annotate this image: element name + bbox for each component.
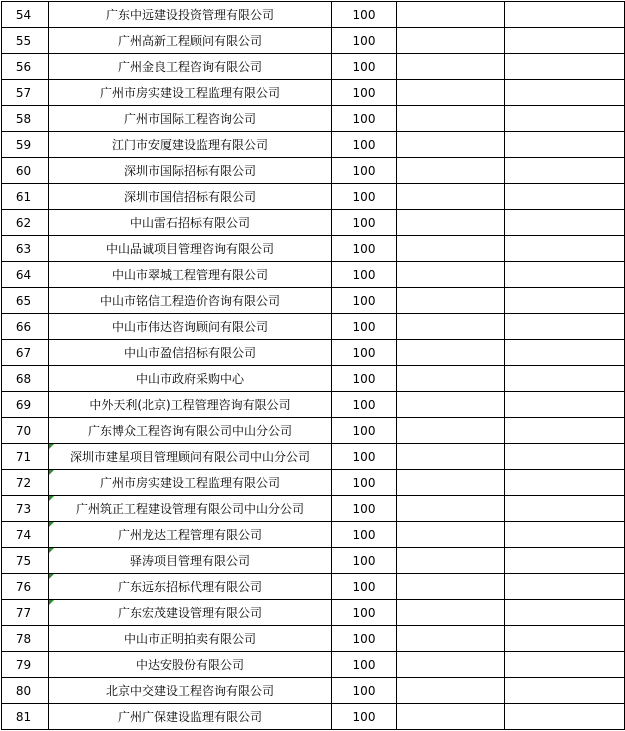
score-value: 100 [352, 7, 376, 22]
company-name: 中山市盈信招标有限公司 [123, 346, 256, 360]
score-cell[interactable] [332, 210, 397, 236]
row-number-cell[interactable] [2, 392, 49, 418]
table-row [2, 366, 625, 392]
company-name-cell[interactable] [49, 600, 332, 626]
score-cell[interactable] [332, 2, 397, 28]
empty-cell[interactable] [397, 80, 505, 106]
row-number: 65 [15, 293, 32, 308]
company-name: 深圳市国信招标有限公司 [123, 190, 256, 204]
row-number: 60 [15, 163, 32, 178]
company-name: 中山雷石招标有限公司 [129, 216, 250, 230]
cell-comment-marker-icon [49, 470, 54, 475]
empty-cell[interactable] [505, 522, 625, 548]
table-row [2, 28, 625, 54]
empty-cell[interactable] [397, 106, 505, 132]
empty-cell[interactable] [397, 340, 505, 366]
empty-cell[interactable] [505, 418, 625, 444]
company-name-cell[interactable] [49, 54, 332, 80]
row-number-cell[interactable] [2, 236, 49, 262]
table-row [2, 210, 625, 236]
company-score-table [1, 1, 625, 730]
company-name-cell[interactable] [49, 392, 332, 418]
cell-comment-marker-icon [49, 522, 54, 527]
empty-cell[interactable] [505, 106, 625, 132]
company-name: 广东博众工程咨询有限公司中山分公司 [87, 424, 292, 438]
company-name-cell[interactable] [49, 210, 332, 236]
score-cell[interactable] [332, 678, 397, 704]
score-value: 100 [352, 371, 376, 386]
empty-cell[interactable] [397, 574, 505, 600]
table-row [2, 184, 625, 210]
score-cell[interactable] [332, 574, 397, 600]
empty-cell[interactable] [397, 392, 505, 418]
empty-cell[interactable] [505, 158, 625, 184]
row-number: 69 [15, 397, 32, 412]
company-name-cell[interactable] [49, 574, 332, 600]
empty-cell[interactable] [505, 574, 625, 600]
row-number-cell[interactable] [2, 366, 49, 392]
table-row [2, 236, 625, 262]
row-number: 63 [15, 241, 32, 256]
score-cell[interactable] [332, 184, 397, 210]
score-cell[interactable] [332, 288, 397, 314]
company-name: 广东远东招标代理有限公司 [117, 580, 262, 594]
empty-cell[interactable] [397, 262, 505, 288]
company-name-cell[interactable] [49, 444, 332, 470]
cell-comment-marker-icon [49, 444, 54, 449]
row-number-cell[interactable] [2, 262, 49, 288]
score-value: 100 [352, 137, 376, 152]
row-number-cell[interactable] [2, 548, 49, 574]
company-name: 广州龙达工程管理有限公司 [117, 528, 262, 542]
empty-cell[interactable] [397, 314, 505, 340]
empty-cell[interactable] [397, 158, 505, 184]
empty-cell[interactable] [505, 548, 625, 574]
empty-cell[interactable] [505, 600, 625, 626]
company-name-cell[interactable] [49, 704, 332, 730]
table-row [2, 626, 625, 652]
company-name: 广东宏茂建设管理有限公司 [117, 606, 262, 620]
score-value: 100 [352, 163, 376, 178]
row-number: 66 [15, 319, 32, 334]
row-number: 61 [15, 189, 32, 204]
score-cell[interactable] [332, 470, 397, 496]
score-cell[interactable] [332, 158, 397, 184]
company-name: 广州市房实建设工程监理有限公司 [99, 476, 280, 490]
score-cell[interactable] [332, 262, 397, 288]
row-number-cell[interactable] [2, 418, 49, 444]
company-name: 广州市房实建设工程监理有限公司 [99, 86, 280, 100]
company-name-cell[interactable] [49, 340, 332, 366]
row-number-cell[interactable] [2, 2, 49, 28]
score-cell[interactable] [332, 548, 397, 574]
row-number: 81 [15, 709, 32, 724]
company-name-cell[interactable] [49, 28, 332, 54]
empty-cell[interactable] [397, 366, 505, 392]
score-cell[interactable] [332, 340, 397, 366]
company-name-cell[interactable] [49, 652, 332, 678]
empty-cell[interactable] [505, 2, 625, 28]
score-value: 100 [352, 345, 376, 360]
company-name-cell[interactable] [49, 314, 332, 340]
row-number: 55 [15, 33, 32, 48]
company-name-cell[interactable] [49, 132, 332, 158]
empty-cell[interactable] [505, 210, 625, 236]
row-number-cell[interactable] [2, 626, 49, 652]
company-name-cell[interactable] [49, 158, 332, 184]
row-number-cell[interactable] [2, 314, 49, 340]
company-name: 广州筑正工程建设管理有限公司中山分公司 [75, 502, 304, 516]
empty-cell[interactable] [505, 652, 625, 678]
empty-cell[interactable] [505, 496, 625, 522]
score-cell[interactable] [332, 314, 397, 340]
table-row [2, 470, 625, 496]
empty-cell[interactable] [505, 444, 625, 470]
score-cell[interactable] [332, 652, 397, 678]
row-number-cell[interactable] [2, 288, 49, 314]
row-number: 58 [15, 111, 32, 126]
company-name: 中山市翠城工程管理有限公司 [111, 268, 268, 282]
empty-cell[interactable] [397, 2, 505, 28]
row-number: 76 [15, 579, 32, 594]
row-number-cell[interactable] [2, 678, 49, 704]
empty-cell[interactable] [505, 314, 625, 340]
score-value: 100 [352, 423, 376, 438]
score-value: 100 [352, 397, 376, 412]
empty-cell[interactable] [397, 496, 505, 522]
score-value: 100 [352, 293, 376, 308]
score-value: 100 [352, 215, 376, 230]
empty-cell[interactable] [397, 236, 505, 262]
empty-cell[interactable] [505, 366, 625, 392]
empty-cell[interactable] [505, 184, 625, 210]
score-cell[interactable] [332, 80, 397, 106]
table-body [2, 2, 625, 730]
empty-cell[interactable] [397, 626, 505, 652]
empty-cell[interactable] [505, 54, 625, 80]
company-name: 中山品诚项目管理咨询有限公司 [105, 242, 274, 256]
company-name-cell[interactable] [49, 288, 332, 314]
row-number-cell[interactable] [2, 80, 49, 106]
row-number-cell[interactable] [2, 522, 49, 548]
score-value: 100 [352, 553, 376, 568]
empty-cell[interactable] [505, 678, 625, 704]
empty-cell[interactable] [397, 522, 505, 548]
score-value: 100 [352, 631, 376, 646]
company-name: 驿涛项目管理有限公司 [129, 554, 250, 568]
empty-cell[interactable] [505, 340, 625, 366]
row-number-cell[interactable] [2, 54, 49, 80]
empty-cell[interactable] [397, 470, 505, 496]
score-value: 100 [352, 449, 376, 464]
row-number-cell[interactable] [2, 652, 49, 678]
row-number-cell[interactable] [2, 184, 49, 210]
company-name: 北京中交建设工程咨询有限公司 [105, 684, 274, 698]
company-name-cell[interactable] [49, 106, 332, 132]
empty-cell[interactable] [397, 132, 505, 158]
score-cell[interactable] [332, 366, 397, 392]
table-row [2, 106, 625, 132]
empty-cell[interactable] [505, 132, 625, 158]
company-name: 广州高新工程顾问有限公司 [117, 34, 262, 48]
table-row [2, 600, 625, 626]
table-row [2, 314, 625, 340]
company-name-cell[interactable] [49, 184, 332, 210]
score-value: 100 [352, 709, 376, 724]
table-row [2, 704, 625, 730]
row-number-cell[interactable] [2, 574, 49, 600]
empty-cell[interactable] [505, 80, 625, 106]
row-number: 67 [15, 345, 32, 360]
table-row [2, 132, 625, 158]
score-value: 100 [352, 59, 376, 74]
row-number: 72 [15, 475, 32, 490]
score-value: 100 [352, 241, 376, 256]
table-row [2, 392, 625, 418]
company-name: 中达安股份有限公司 [135, 658, 244, 672]
row-number: 78 [15, 631, 32, 646]
table-row [2, 158, 625, 184]
company-name-cell[interactable] [49, 678, 332, 704]
company-name: 中山市铭信工程造价咨询有限公司 [99, 294, 280, 308]
row-number: 71 [15, 449, 32, 464]
score-cell[interactable] [332, 28, 397, 54]
empty-cell[interactable] [397, 704, 505, 730]
row-number: 74 [15, 527, 32, 542]
company-name: 江门市安厦建设监理有限公司 [111, 138, 268, 152]
company-name-cell[interactable] [49, 548, 332, 574]
cell-comment-marker-icon [49, 548, 54, 553]
score-cell[interactable] [332, 132, 397, 158]
table-row [2, 496, 625, 522]
score-cell[interactable] [332, 704, 397, 730]
table-row [2, 652, 625, 678]
cell-comment-marker-icon [49, 574, 54, 579]
company-name: 中山市正明拍卖有限公司 [123, 632, 256, 646]
score-cell[interactable] [332, 392, 397, 418]
empty-cell[interactable] [505, 470, 625, 496]
empty-cell[interactable] [505, 236, 625, 262]
company-name-cell[interactable] [49, 522, 332, 548]
table-row [2, 418, 625, 444]
company-name: 广州金良工程咨询有限公司 [117, 60, 262, 74]
company-name: 广州广保建设监理有限公司 [117, 710, 262, 724]
cell-comment-marker-icon [49, 600, 54, 605]
empty-cell[interactable] [397, 444, 505, 470]
company-name-cell[interactable] [49, 80, 332, 106]
table-row [2, 54, 625, 80]
company-name-cell[interactable] [49, 262, 332, 288]
row-number-cell[interactable] [2, 704, 49, 730]
score-value: 100 [352, 501, 376, 516]
table-row [2, 574, 625, 600]
row-number: 68 [15, 371, 32, 386]
score-value: 100 [352, 657, 376, 672]
table-row [2, 548, 625, 574]
row-number-cell[interactable] [2, 340, 49, 366]
row-number: 70 [15, 423, 32, 438]
empty-cell[interactable] [397, 548, 505, 574]
table-row [2, 340, 625, 366]
empty-cell[interactable] [505, 626, 625, 652]
empty-cell[interactable] [505, 704, 625, 730]
empty-cell[interactable] [397, 54, 505, 80]
company-name: 深圳市国际招标有限公司 [123, 164, 256, 178]
company-name: 广东中远建设投资管理有限公司 [105, 8, 274, 22]
row-number-cell[interactable] [2, 28, 49, 54]
row-number-cell[interactable] [2, 444, 49, 470]
empty-cell[interactable] [505, 288, 625, 314]
company-name: 中外天利(北京)工程管理咨询有限公司 [89, 398, 291, 412]
row-number: 75 [15, 553, 32, 568]
score-cell[interactable] [332, 236, 397, 262]
score-value: 100 [352, 683, 376, 698]
table-row [2, 288, 625, 314]
table-row [2, 444, 625, 470]
score-value: 100 [352, 527, 376, 542]
table-row [2, 80, 625, 106]
empty-cell[interactable] [397, 600, 505, 626]
row-number: 80 [15, 683, 32, 698]
score-value: 100 [352, 111, 376, 126]
company-name: 中山市伟达咨询顾问有限公司 [111, 320, 268, 334]
empty-cell[interactable] [505, 392, 625, 418]
row-number-cell[interactable] [2, 158, 49, 184]
row-number: 77 [15, 605, 32, 620]
score-value: 100 [352, 579, 376, 594]
table-row [2, 522, 625, 548]
empty-cell[interactable] [397, 418, 505, 444]
empty-cell[interactable] [397, 28, 505, 54]
table-row [2, 2, 625, 28]
company-name: 深圳市建星项目管理顾问有限公司中山分公司 [69, 450, 310, 464]
empty-cell[interactable] [397, 288, 505, 314]
company-name-cell[interactable] [49, 366, 332, 392]
empty-cell[interactable] [397, 210, 505, 236]
company-name: 广州市国际工程咨询公司 [123, 112, 256, 126]
score-cell[interactable] [332, 522, 397, 548]
row-number-cell[interactable] [2, 496, 49, 522]
row-number: 57 [15, 85, 32, 100]
row-number: 62 [15, 215, 32, 230]
row-number: 54 [15, 7, 32, 22]
row-number: 79 [15, 657, 32, 672]
company-name-cell[interactable] [49, 236, 332, 262]
score-cell[interactable] [332, 54, 397, 80]
company-name: 中山市政府采购中心 [135, 372, 244, 386]
score-cell[interactable] [332, 600, 397, 626]
empty-cell[interactable] [505, 262, 625, 288]
score-cell[interactable] [332, 626, 397, 652]
company-name-cell[interactable] [49, 2, 332, 28]
row-number: 64 [15, 267, 32, 282]
score-value: 100 [352, 319, 376, 334]
score-cell[interactable] [332, 444, 397, 470]
score-value: 100 [352, 33, 376, 48]
row-number: 73 [15, 501, 32, 516]
score-cell[interactable] [332, 418, 397, 444]
row-number: 56 [15, 59, 32, 74]
table-row [2, 262, 625, 288]
score-cell[interactable] [332, 106, 397, 132]
row-number-cell[interactable] [2, 470, 49, 496]
row-number-cell[interactable] [2, 600, 49, 626]
row-number-cell[interactable] [2, 106, 49, 132]
cell-comment-marker-icon [49, 496, 54, 501]
empty-cell[interactable] [505, 28, 625, 54]
score-value: 100 [352, 605, 376, 620]
company-name-cell[interactable] [49, 496, 332, 522]
score-value: 100 [352, 85, 376, 100]
score-cell[interactable] [332, 496, 397, 522]
empty-cell[interactable] [397, 678, 505, 704]
score-value: 100 [352, 267, 376, 282]
row-number-cell[interactable] [2, 132, 49, 158]
score-value: 100 [352, 475, 376, 490]
company-name-cell[interactable] [49, 418, 332, 444]
row-number: 59 [15, 137, 32, 152]
score-value: 100 [352, 189, 376, 204]
table-row [2, 678, 625, 704]
company-name-cell[interactable] [49, 626, 332, 652]
empty-cell[interactable] [397, 184, 505, 210]
empty-cell[interactable] [397, 652, 505, 678]
company-name-cell[interactable] [49, 470, 332, 496]
row-number-cell[interactable] [2, 210, 49, 236]
